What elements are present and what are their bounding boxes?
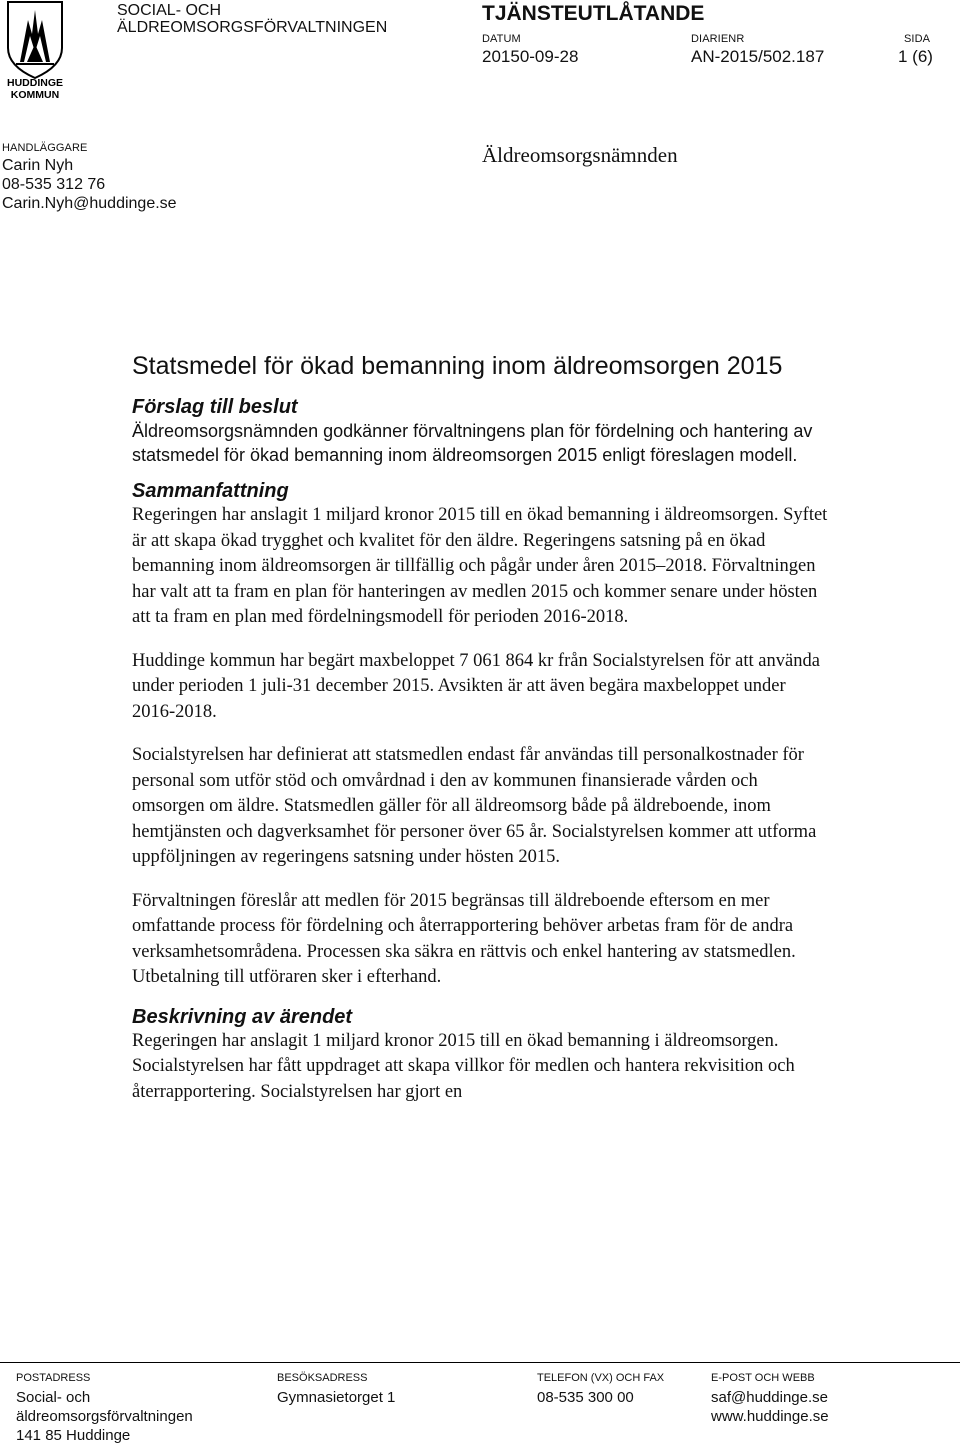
footer-phone: 08-535 300 00: [537, 1389, 634, 1406]
handler-email[interactable]: Carin.Nyh@huddinge.se: [2, 195, 177, 212]
footer-visit-label: BESÖKSADRESS: [277, 1372, 368, 1384]
handler-name: Carin Nyh: [2, 157, 74, 174]
footer-divider: [0, 1362, 960, 1363]
handler-phone: 08-535 312 76: [2, 176, 106, 193]
huddinge-kommun-logo: [2, 0, 68, 104]
document-title: Statsmedel för ökad bemanning inom äldreomsorgen 2015: [132, 352, 783, 380]
department-line-1: SOCIAL- OCH: [117, 2, 222, 19]
footer-email-link[interactable]: saf@huddinge.se: [711, 1389, 828, 1406]
postal-line: Social- och: [16, 1389, 91, 1406]
recipient: Äldreomsorgsnämnden: [482, 143, 678, 167]
postal-line: äldreomsorgsförvaltningen: [16, 1408, 193, 1425]
footer-email-web: [711, 1388, 829, 1426]
handler-label: HANDLÄGGARE: [2, 142, 88, 154]
footer-postal-label: POSTADRESS: [16, 1372, 91, 1384]
page-label: SIDA: [904, 33, 931, 45]
footer-visit-address: Gymnasietorget 1: [277, 1389, 396, 1406]
footer-email-label: E-POST OCH WEBB: [711, 1372, 815, 1384]
footer-postal-address: [16, 1388, 193, 1445]
footer-web-link[interactable]: www.huddinge.se: [711, 1408, 829, 1425]
summary-paragraph: Socialstyrelsen har definierat att statsmedlen endast får användas till personalkostnader för personal som utför stöd och omvårdnad i den av kommunen finansierade vården och omsorgen om äldre. Statsmedlen gäller för all äldreomsorg både på äldreboende, inom hemtjänsten och dagverksamhet för personer över 65 år. Socialstyrelsen kommer att utforma uppföljningen av regeringens satsning under hösten 2015.: [132, 745, 817, 867]
summary-paragraph: Förvaltningen föreslår att medlen för 2015 begränsas till äldreboende eftersom en mer omfattande process för fördelning och återrapportering behöver arbetas fram för de andra verksamhetsområdena. Processen ska säkra en rättvis och enkel hantering av statsmedlen. Utbetalning till utföraren sker i efterhand.: [132, 890, 796, 987]
diary-number-label: DIARIENR: [691, 33, 745, 45]
date-value: 20150-09-28: [482, 47, 579, 66]
page-number-value: 1 (6): [898, 47, 933, 66]
coat-of-arms-icon: [2, 0, 68, 104]
footer-phone-label: TELEFON (VX) OCH FAX: [537, 1372, 665, 1384]
proposal-heading: Förslag till beslut: [132, 396, 298, 418]
description-text: Regeringen har anslagit 1 miljard kronor 2015 till en ökad bemanning i äldreomsorgen. Socialstyrelsen har fått uppdraget att skapa villkor för medlen och hantera rekvisition och återrapportering. Socialstyrelsen har gjort en: [132, 1030, 795, 1102]
svg-text:HUDDINGE: HUDDINGE: [6, 77, 64, 89]
summary-paragraph: Regeringen har anslagit 1 miljard kronor 2015 till en ökad bemanning i äldreomsorgen. Syftet är att skapa ökad trygghet och kvalitet för den äldre. Regeringens satsning på en ökad bemanning inom äldreomsorgen är tillfällig och pågår under åren 2015–2018. Förvaltningen har valt att ta fram en plan för hanteringen av medlen 2015 och kommer senare under hösten att ta fram en plan med fördelningsmodell för perioden 2016-2018.: [132, 505, 828, 627]
svg-text:KOMMUN: KOMMUN: [10, 89, 60, 101]
document-body: [132, 352, 832, 1123]
summary-heading: Sammanfattning: [132, 480, 289, 502]
handler-contact: [2, 156, 177, 213]
department-name: [117, 2, 387, 36]
department-line-2: ÄLDREOMSORGSFÖRVALTNINGEN: [117, 19, 388, 36]
postal-line: 141 85 Huddinge: [16, 1427, 131, 1444]
diary-number-value: AN-2015/502.187: [691, 47, 825, 66]
description-heading: Beskrivning av ärendet: [132, 1005, 353, 1028]
proposal-text: Äldreomsorgsnämnden godkänner förvaltningens plan för fördelning och hantering av statsmedel för ökad bemanning inom äldreomsorgen 2015 enligt föreslagen modell.: [132, 421, 813, 465]
document-type: TJÄNSTEUTLÅTANDE: [482, 2, 705, 25]
summary-paragraph: Huddinge kommun har begärt maxbeloppet 7 061 864 kr från Socialstyrelsen för att använda under perioden 1 juli-31 december 2015. Avsikten är att även begära maxbeloppet under 2016-2018.: [132, 650, 820, 722]
date-label: DATUM: [482, 33, 521, 45]
